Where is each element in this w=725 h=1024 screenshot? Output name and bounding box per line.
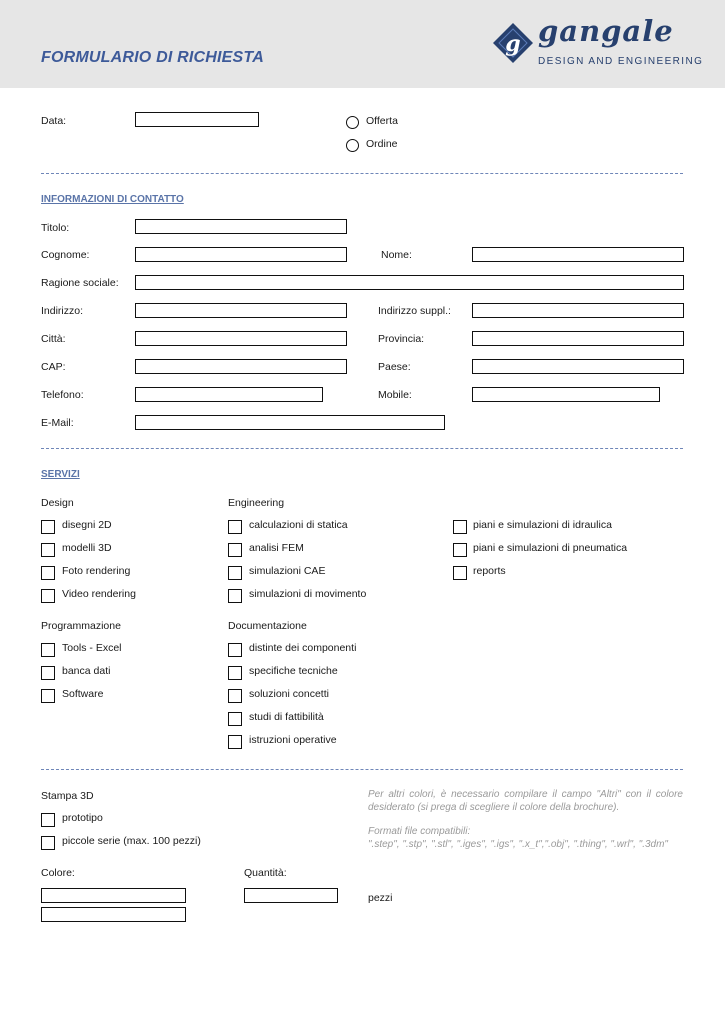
checkbox-label: piani e simulazioni di idraulica xyxy=(473,519,612,531)
soluzioni-checkbox[interactable] xyxy=(228,689,242,703)
formats-title: Formati file compatibili: xyxy=(368,826,471,837)
reports-checkbox[interactable] xyxy=(453,566,467,580)
design-heading: Design xyxy=(41,497,74,509)
tools-excel-checkbox[interactable] xyxy=(41,643,55,657)
formats-list: ".step", ".stp", ".stl", ".iges", ".igs", ".x_t",".obj", ".thing", ".wrl", ".3dm" xyxy=(368,839,668,850)
modelli-3d-checkbox[interactable] xyxy=(41,543,55,557)
specifiche-checkbox[interactable] xyxy=(228,666,242,680)
provincia-label: Provincia: xyxy=(378,333,425,345)
colore-altri-input[interactable] xyxy=(41,907,186,922)
divider xyxy=(41,769,683,770)
cognome-label: Cognome: xyxy=(41,249,90,261)
checkbox-label: Video rendering xyxy=(62,588,136,600)
fattibilita-checkbox[interactable] xyxy=(228,712,242,726)
offerta-label: Offerta xyxy=(366,115,398,127)
telefono-input[interactable] xyxy=(135,387,323,402)
quantita-label: Quantità: xyxy=(244,867,287,879)
form-title: FORMULARIO DI RICHIESTA xyxy=(41,49,264,66)
video-rendering-checkbox[interactable] xyxy=(41,589,55,603)
checkbox-label: banca dati xyxy=(62,665,111,677)
email-label: E-Mail: xyxy=(41,417,74,429)
checkbox-label: Tools - Excel xyxy=(62,642,122,654)
telefono-label: Telefono: xyxy=(41,389,84,401)
quantita-input[interactable] xyxy=(244,888,338,903)
checkbox-label: disegni 2D xyxy=(62,519,112,531)
logo-mark-icon xyxy=(492,22,534,64)
paese-label: Paese: xyxy=(378,361,411,373)
ragione-sociale-input[interactable] xyxy=(135,275,684,290)
divider xyxy=(41,173,683,174)
checkbox-label: Foto rendering xyxy=(62,565,131,577)
statica-checkbox[interactable] xyxy=(228,520,242,534)
cae-checkbox[interactable] xyxy=(228,566,242,580)
checkbox-label: soluzioni concetti xyxy=(249,688,329,700)
paese-input[interactable] xyxy=(472,359,684,374)
nome-input[interactable] xyxy=(472,247,684,262)
titolo-label: Titolo: xyxy=(41,222,70,234)
colors-note: Per altri colori, è necessario compilare il campo "Altri" con il colore desiderato (si prega di scegliere il colore della brochure). xyxy=(368,789,683,813)
checkbox-label: specifiche tecniche xyxy=(249,665,338,677)
offerta-radio[interactable] xyxy=(346,116,359,129)
ordine-label: Ordine xyxy=(366,138,398,150)
titolo-input[interactable] xyxy=(135,219,347,234)
services-section-title: SERVIZI xyxy=(41,469,80,480)
checkbox-label: piccole serie (max. 100 pezzi) xyxy=(62,835,201,847)
email-input[interactable] xyxy=(135,415,445,430)
documentazione-heading: Documentazione xyxy=(228,620,307,632)
istruzioni-checkbox[interactable] xyxy=(228,735,242,749)
logo-tagline: DESIGN AND ENGINEERING xyxy=(538,56,704,67)
checkbox-label: prototipo xyxy=(62,812,103,824)
prototipo-checkbox[interactable] xyxy=(41,813,55,827)
cap-label: CAP: xyxy=(41,361,66,373)
mobile-input[interactable] xyxy=(472,387,660,402)
logo-mark-letter: g xyxy=(505,31,521,57)
citta-input[interactable] xyxy=(135,331,347,346)
software-checkbox[interactable] xyxy=(41,689,55,703)
pezzi-unit: pezzi xyxy=(368,892,393,904)
provincia-input[interactable] xyxy=(472,331,684,346)
checkbox-label: simulazioni CAE xyxy=(249,565,326,577)
engineering-heading: Engineering xyxy=(228,497,285,509)
indirizzo-label: Indirizzo: xyxy=(41,305,84,317)
logo-wordmark: gangale xyxy=(538,14,674,48)
cognome-input[interactable] xyxy=(135,247,347,262)
citta-label: Città: xyxy=(41,333,66,345)
checkbox-label: calculazioni di statica xyxy=(249,519,348,531)
checkbox-label: reports xyxy=(473,565,506,577)
data-input[interactable] xyxy=(135,112,259,127)
checkbox-label: istruzioni operative xyxy=(249,734,337,746)
indirizzo-suppl-label: Indirizzo suppl.: xyxy=(378,305,451,317)
pneumatica-checkbox[interactable] xyxy=(453,543,467,557)
distinte-checkbox[interactable] xyxy=(228,643,242,657)
colore-label: Colore: xyxy=(41,867,75,879)
checkbox-label: distinte dei componenti xyxy=(249,642,357,654)
contact-section-title: INFORMAZIONI DI CONTATTO xyxy=(41,194,184,205)
fem-checkbox[interactable] xyxy=(228,543,242,557)
checkbox-label: simulazioni di movimento xyxy=(249,588,367,600)
checkbox-label: analisi FEM xyxy=(249,542,304,554)
divider xyxy=(41,448,683,449)
colore-input[interactable] xyxy=(41,888,186,903)
indirizzo-input[interactable] xyxy=(135,303,347,318)
programmazione-heading: Programmazione xyxy=(41,620,121,632)
mobile-label: Mobile: xyxy=(378,389,412,401)
idraulica-checkbox[interactable] xyxy=(453,520,467,534)
checkbox-label: studi di fattibilità xyxy=(249,711,324,723)
checkbox-label: piani e simulazioni di pneumatica xyxy=(473,542,628,554)
ragione-sociale-label: Ragione sociale: xyxy=(41,277,119,289)
indirizzo-suppl-input[interactable] xyxy=(472,303,684,318)
movimento-checkbox[interactable] xyxy=(228,589,242,603)
foto-rendering-checkbox[interactable] xyxy=(41,566,55,580)
stampa-3d-heading: Stampa 3D xyxy=(41,790,94,802)
ordine-radio[interactable] xyxy=(346,139,359,152)
checkbox-label: Software xyxy=(62,688,104,700)
banca-dati-checkbox[interactable] xyxy=(41,666,55,680)
cap-input[interactable] xyxy=(135,359,347,374)
piccole-serie-checkbox[interactable] xyxy=(41,836,55,850)
nome-label: Nome: xyxy=(381,249,412,261)
disegni-2d-checkbox[interactable] xyxy=(41,520,55,534)
data-label: Data: xyxy=(41,115,67,127)
checkbox-label: modelli 3D xyxy=(62,542,112,554)
